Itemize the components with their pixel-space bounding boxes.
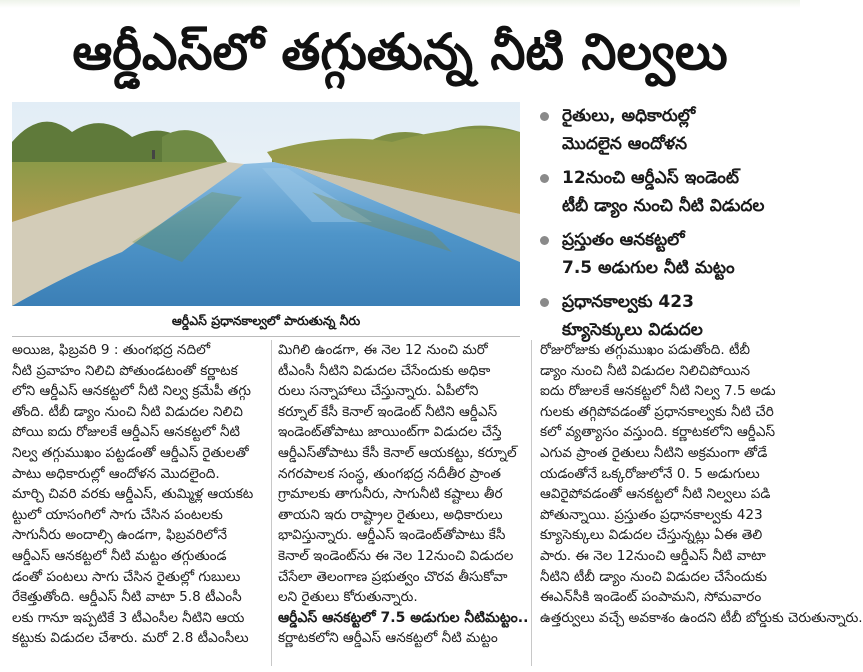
body-line: యడంతోనే ఒక్కరోజులోనే 0. 5 అడుగులు bbox=[540, 465, 760, 482]
bullet-icon bbox=[540, 298, 549, 307]
highlight-line: క్యూసెక్కులు విడుదల bbox=[562, 320, 703, 340]
highlight-item bbox=[532, 164, 794, 220]
highlight-line: 12నుంచి ఆర్డీఎస్‌ ఇండెంట్‌ bbox=[562, 168, 740, 188]
body-line: పోతున్నాయి. ప్రస్తుతం ప్రధానకాల్వకు 423 bbox=[540, 506, 763, 523]
body-line: పోయి ఐదు రోజులకే ఆర్డీఎస్‌ ఆనకట్టలో నీటి bbox=[12, 424, 241, 441]
column-divider bbox=[531, 340, 532, 666]
body-line: భావిస్తున్నారు. ఆర్డీఎస్‌ ఇండెంట్‌తోపాటు కేసీ bbox=[278, 527, 506, 544]
body-line: కర్ణాటకలోని ఆర్డీఎస్‌ ఆనకట్టలో నీటి మట్టం bbox=[278, 630, 498, 647]
body-line: నీటి ప్రవాహం నిలిచి పోతుండటంతో కర్ణాటక bbox=[12, 362, 238, 379]
bullet-icon bbox=[540, 174, 549, 183]
bullet-icon bbox=[540, 236, 549, 245]
body-line: ఉత్తర్వులు వచ్చే అవకాశం ఉందని టీబీ బోర్డుకు చెరుతున్నారు. bbox=[540, 609, 863, 626]
body-line: పాటు అధికారుల్లో ఆందోళన మొదలైంది. bbox=[12, 465, 220, 482]
body-line: పారు. ఈ నెల 12నుంచి ఆర్డీఎస్‌ నీటి వాటా bbox=[540, 547, 766, 564]
body-line: నిల్వ తగ్గుముఖం పట్టడంతో ఆర్డీఎస్‌ రైతులతో bbox=[12, 444, 249, 461]
article-headline: ఆర్డీఎస్‌లో తగ్గుతున్న నీటి నిల్వలు bbox=[72, 23, 728, 81]
body-line: రులు సన్నాహాలు చేస్తున్నారు. ఏపీలోని bbox=[278, 383, 479, 400]
body-line: లోని ఆర్డీఎస్‌ ఆనకట్టలో నీటి నిల్వ క్రమేపీ తగ్గు bbox=[12, 383, 251, 400]
body-line: ఎగువ ప్రాంత రైతులు నీటిని అక్రమంగా తోడే bbox=[540, 444, 768, 461]
body-line: నగరపాలక సంస్థ, తుంగభద్ర నదీతీర ప్రాంత bbox=[278, 465, 501, 482]
body-line: రేకెత్తుతోంది. ఆర్డీఎస్‌ నీటి వాటా 5.8 టీఎంసీ bbox=[12, 589, 242, 606]
body-line: గ్రామాలకు తాగునీరు, సాగునీటి కష్టాలు తీర bbox=[278, 486, 503, 503]
column-divider bbox=[271, 340, 272, 666]
body-line: కలో వ్యత్యాసం వస్తుంది. కర్ణాటకలోని ఆర్డీఎస్‌ bbox=[540, 424, 776, 441]
body-line: కట్టుకు విడుదల చేశారు. మరో 2.8 టీఎంసీలు bbox=[12, 630, 249, 647]
highlight-item bbox=[532, 226, 794, 282]
body-line: ట్టులో యాసంగిలో సాగు చేసిన పంటలకు bbox=[12, 506, 223, 523]
body-line: డంతో పంటలు సాగు చేసిన రైతుల్లో గుబులు bbox=[12, 568, 241, 585]
body-line: ఆర్డీఎస్‌తోపాటు కేసీ కెనాల్‌ ఆయకట్టు, కర్నూల్‌ bbox=[278, 444, 517, 461]
highlights-list bbox=[532, 102, 794, 340]
body-line: కర్నూల్‌ కేసీ కెనాల్‌ ఇండెంట్‌ నీటిని ఆర్డీఎస్‌ bbox=[278, 403, 498, 420]
body-line: అయిజ, ఫిబ్రవరి 9 : తుంగభద్ర నదిలో bbox=[12, 342, 211, 358]
body-line: కెనాల్‌ ఇండెంట్‌ను ఈ నెల 12నుంచి విడుదల bbox=[278, 547, 514, 564]
highlight-line: రైతులు, అధికారుల్లో bbox=[562, 106, 696, 126]
body-line: తాయని ఇరు రాష్ట్రాల రైతులు, అధికారులు bbox=[278, 506, 503, 523]
highlight-line: ప్రస్తుతం ఆనకట్టలో bbox=[562, 230, 685, 250]
body-line: సాగునీరు అందాల్సి ఉండగా, ఫిబ్రవరిలోనే bbox=[12, 527, 228, 544]
canal-photo bbox=[12, 102, 520, 306]
body-line: తోంది. టీబీ డ్యాం నుంచి నీటి విడుదల నిలిచి bbox=[12, 403, 243, 420]
body-line: ఆర్డీఎస్‌ ఆనకట్టలో నీటి మట్టం తగ్గుతుండ bbox=[12, 547, 227, 564]
body-line: గులకు తగ్గిపోవడంతో ప్రధానకాల్వకు నీటి చేరి bbox=[540, 403, 774, 420]
body-column-1 bbox=[12, 340, 266, 649]
body-line: లకు గానూ ఇప్పటికే 3 టీఎంసీల నీటిని ఆయ bbox=[12, 609, 245, 626]
body-line: లని రైతులు కోరుతున్నారు. bbox=[278, 589, 418, 606]
body-line: నీటిని టీబీ డ్యాం నుంచి విడుదల చేసేందుకు bbox=[540, 568, 767, 585]
highlight-line: 7.5 అడుగుల నీటి మట్టం bbox=[562, 258, 735, 278]
body-line: ఇండెంట్‌తోపాటు జాయింట్‌గా విడుదల చేస్తే bbox=[278, 424, 502, 441]
body-column-3 bbox=[540, 340, 863, 628]
body-line: ఆవిరైపోవడంతో ఆనకట్టలో నీటి నిల్వలు పడి bbox=[540, 486, 771, 503]
body-line: క్యూసెక్కులు విడుదల చేస్తున్నట్లు ఏఈ తెలి bbox=[540, 527, 763, 544]
body-line: ఈఎన్‌సీకి ఇండెంట్‌ పంపామని, సోమవారం bbox=[540, 589, 762, 606]
highlight-line: టీబీ డ్యాం నుంచి నీటి విడుదల bbox=[562, 196, 765, 216]
bullet-icon bbox=[540, 112, 549, 121]
body-line: టీఎంసీ నీటిని విడుదల చేసేందుకు అధికా bbox=[278, 362, 491, 379]
body-line: చేసేలా తెలంగాణ ప్రభుత్వం చొరవ తీసుకోవా bbox=[278, 568, 508, 585]
caption-divider bbox=[12, 336, 520, 337]
body-line: ఐదు రోజులకే ఆనకట్టలో నీటి నిల్వ 7.5 అడు bbox=[540, 383, 776, 400]
body-line: మార్చి చివరి వరకు ఆర్డీఎస్‌, తుమ్మిళ్ల ఆయకట bbox=[12, 486, 254, 503]
photo-caption: ఆర్డీఎస్‌ ప్రధానకాల్వలో పారుతున్న నీరు bbox=[171, 313, 361, 328]
body-line: మిగిలి ఉండగా, ఈ నెల 12 నుంచి మరో bbox=[278, 342, 488, 358]
body-line: రోజురోజుకు తగ్గుముఖం పడుతోంది. టీబీ bbox=[540, 342, 751, 358]
highlight-line: ప్రధానకాల్వకు 423 bbox=[562, 292, 694, 312]
highlight-item bbox=[532, 288, 794, 344]
section-subhead: ఆర్డీఎస్‌ ఆనకట్టలో 7.5 అడుగుల నీటిమట్టం.. bbox=[278, 609, 529, 626]
highlight-line: మొదలైన ఆందోళన bbox=[562, 134, 688, 154]
body-column-2 bbox=[278, 340, 529, 649]
body-line: డ్యాం నుంచి నీటి విడుదల నిలిచిపోయిన bbox=[540, 362, 751, 379]
highlight-item bbox=[532, 102, 794, 158]
